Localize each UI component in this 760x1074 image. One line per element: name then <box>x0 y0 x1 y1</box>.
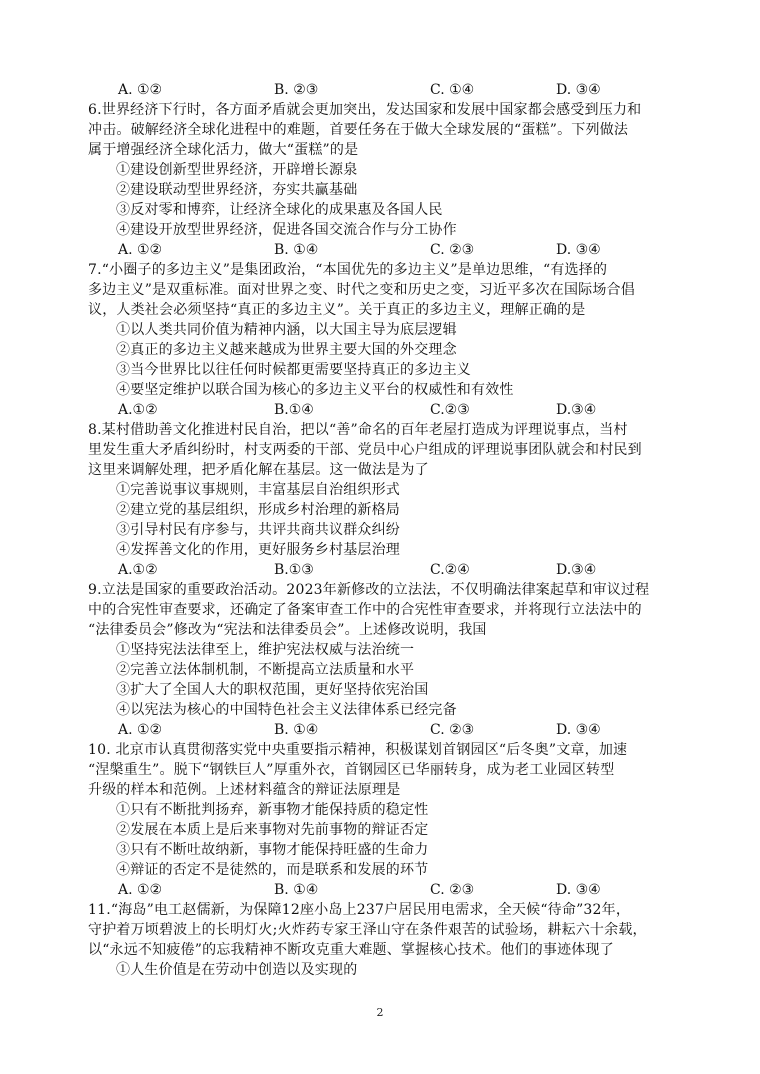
question-stem-line: 冲击。破解经济全球化进程中的难题，首要任务在于做大全球发展的“蛋糕”。下列做法 <box>88 122 629 138</box>
statement-item: ①建设创新型世界经济，开辟增长源泉 <box>116 162 358 178</box>
statement-item: ②建设联动型世界经济，夯实共赢基础 <box>116 182 358 198</box>
option-a: A. ①② <box>118 82 163 98</box>
statement-item: ②建立党的基层组织，形成乡村治理的新格局 <box>116 502 400 518</box>
statement-item: ①人生价值是在劳动中创造以及实现的 <box>116 962 358 978</box>
statement-item: ④以宪法为核心的中国特色社会主义法律体系已经完备 <box>116 702 457 718</box>
option-c: C. ①④ <box>430 82 475 98</box>
statement-item: ①完善说事议事规则，丰富基层自治组织形式 <box>116 482 400 498</box>
question-7 <box>88 260 688 420</box>
option-b: B. ①④ <box>274 882 319 898</box>
question-stem-line: 10. 北京市认真贯彻落实党中央重要指示精神，积极谋划首钢园区“后冬奥”文章，加速 <box>88 742 628 758</box>
option-d: D. ③④ <box>556 882 601 898</box>
question-stem-line: 8.某村借助善文化推进村民自治，把以“善”命名的百年老屋打造成为评理说事点，当村 <box>88 422 628 438</box>
statement-item: ①坚持宪法法律至上，维护宪法权威与法治统一 <box>116 642 415 658</box>
statement-item: ①以人类共同价值为精神内涵，以大国主导为底层逻辑 <box>116 322 457 338</box>
question-stem-line: 6.世界经济下行时，各方面矛盾就会更加突出，发达国家和发展中国家都会感受到压力和 <box>88 102 642 118</box>
question-stem-line: “法律委员会”修改为“宪法和法律委员会”。上述修改说明，我国 <box>88 622 487 638</box>
answer-options <box>88 560 688 580</box>
answer-options <box>88 720 688 740</box>
option-b: B. ①④ <box>274 722 319 738</box>
question-stem-line: 升级的样本和范例。上述材料蕴含的辩证法原理是 <box>88 782 401 798</box>
answer-options <box>88 880 688 900</box>
question-stem-line: 7.“小圈子的多边主义”是集团政治，“本国优先的多边主义”是单边思维，“有选择的 <box>88 262 608 278</box>
question-stem-line: 议，人类社会必须坚持“真正的多边主义”。关于真正的多边主义，理解正确的是 <box>88 302 586 318</box>
question-11 <box>88 900 688 980</box>
statement-item: ③扩大了全国人大的职权范围，更好坚持依宪治国 <box>116 682 429 698</box>
option-c: C. ②③ <box>430 242 475 258</box>
option-d: D. ③④ <box>556 82 601 98</box>
question-stem-line: 里发生重大矛盾纠纷时，村支两委的干部、党员中心户组成的评理说事团队就会和村民到 <box>88 442 642 458</box>
option-b: B. ①④ <box>274 242 319 258</box>
question-10 <box>88 740 688 900</box>
option-a: A.①② <box>118 562 158 578</box>
option-c: C.②④ <box>430 562 470 578</box>
statement-item: ④辩证的否定不是徒然的，而是联系和发展的环节 <box>116 862 429 878</box>
statement-item: ③当今世界比以往任何时候都更需要坚持真正的多边主义 <box>116 362 471 378</box>
option-d: D.③④ <box>556 402 597 418</box>
statement-item: ③只有不断吐故纳新，事物才能保持旺盛的生命力 <box>116 842 429 858</box>
question-stem-line: 这里来调解处理，把矛盾化解在基层。这一做法是为了 <box>88 462 429 478</box>
question-6 <box>88 100 688 260</box>
option-a: A.①② <box>118 402 158 418</box>
statement-item: ①只有不断批判扬弃，新事物才能保持质的稳定性 <box>116 802 429 818</box>
answer-options <box>88 400 688 420</box>
question-stem-line: 9.立法是国家的重要政治活动。2023年新修改的立法法，不仅明确法律案起草和审议过程 <box>88 582 650 598</box>
statement-item: ④建设开放型世界经济，促进各国交流合作与分工协作 <box>116 222 457 238</box>
statement-item: ④要坚定维护以联合国为核心的多边主义平台的权威性和有效性 <box>116 382 514 398</box>
option-b: B. ②③ <box>274 82 319 98</box>
question-8 <box>88 420 688 580</box>
option-d: D.③④ <box>556 562 597 578</box>
statement-item: ②发展在本质上是后来事物对先前事物的辩证否定 <box>116 822 429 838</box>
statement-item: ③反对零和博弈，让经济全球化的成果惠及各国人民 <box>116 202 443 218</box>
statement-item: ②完善立法体制机制，不断提高立法质量和水平 <box>116 662 415 678</box>
option-a: A. ①② <box>118 242 163 258</box>
statement-item: ③引导村民有序参与，共评共商共议群众纠纷 <box>116 522 400 538</box>
option-a: A. ①② <box>118 882 163 898</box>
option-b: B.①④ <box>274 402 314 418</box>
answer-options-q5 <box>88 80 688 100</box>
option-d: D. ③④ <box>556 722 601 738</box>
option-d: D. ③④ <box>556 242 601 258</box>
question-9 <box>88 580 688 740</box>
answer-options <box>88 240 688 260</box>
option-c: C. ②③ <box>430 882 475 898</box>
question-stem-line: “涅槃重生”。脱下“钢铁巨人”厚重外衣，首钢园区已华丽转身，成为老工业园区转型 <box>88 762 615 778</box>
question-stem-line: 以“永远不知疲倦”的忘我精神不断攻克重大难题、掌握核心技术。他们的事迹体现了 <box>88 942 614 958</box>
question-stem-line: 属于增强经济全球化活力，做大“蛋糕”的是 <box>88 142 359 158</box>
question-stem-line: 中的合宪性审查要求，还确定了备案审查工作中的合宪性审查要求，并将现行立法法中的 <box>88 602 642 618</box>
question-stem-line: 多边主义”是双重标准。面对世界之变、时代之变和历史之变，习近平多次在国际场合倡 <box>88 282 635 298</box>
page-number: 2 <box>376 1006 384 1019</box>
option-c: C. ②③ <box>430 722 475 738</box>
question-stem-line: 守护着万顷碧波上的长明灯火;火炸药专家王泽山守在条件艰苦的试验场，耕耘六十余载， <box>88 922 647 938</box>
option-c: C.②③ <box>430 402 470 418</box>
option-b: B.①③ <box>274 562 314 578</box>
statement-item: ④发挥善文化的作用，更好服务乡村基层治理 <box>116 542 400 558</box>
option-a: A. ①② <box>118 722 163 738</box>
statement-item: ②真正的多边主义越来越成为世界主要大国的外交理念 <box>116 342 457 358</box>
question-stem-line: 11.“海岛”电工赵儒新，为保障12座小岛上237户居民用电需求，全天候“待命”32年， <box>88 902 631 918</box>
page-content <box>88 80 688 980</box>
